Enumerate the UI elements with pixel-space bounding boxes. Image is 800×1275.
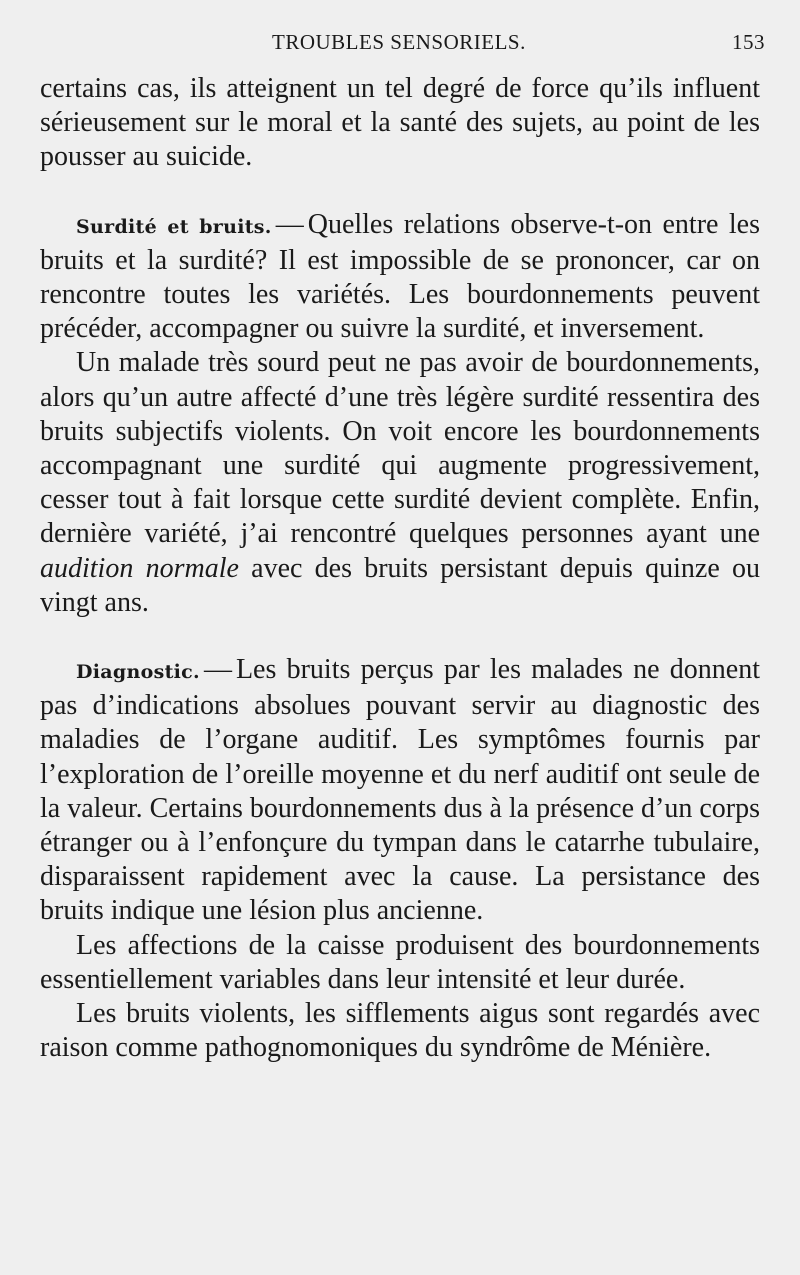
section-paragraph: Les bruits violents, les sifflements aigus sont regardés avec raison comme pathognomoniques du syndrôme de Ménière. — [40, 998, 760, 1064]
italic-term: audition normale — [40, 552, 239, 584]
paragraph-text: Un malade très sourd peut ne pas avoir de bourdonnements, alors qu’un autre affecté d’une très légère surdité ressentira des bruits subjectifs violents. On voit encore les bourdonnements accompagnant une surdité qui augmente progressivement, cesser tout à fait lorsque cette surdité devient complète. Enfin, dernière variété, j’ai rencontré quelques personnes ayant une — [40, 347, 760, 550]
em-dash: — — [275, 208, 304, 240]
section-heading: Diagnostic. — [76, 661, 200, 684]
em-dash: — — [203, 654, 232, 686]
section-paragraph — [40, 208, 760, 347]
opening-paragraph: certains cas, ils atteignent un tel degré de force qu’ils influent sérieusement sur le moral et la santé des sujets, au point de les pousser au suicide. — [40, 73, 760, 173]
section-surdite-et-bruits — [40, 208, 760, 620]
section-paragraph — [40, 653, 760, 929]
page-number: 153 — [732, 30, 765, 54]
paragraph-text: Quelles relations observe-t-on entre les bruits et la surdité? Il est impossible de se prononcer, car on rencontre toutes les variétés. Les bourdonnements peuvent précéder, accompagner ou suivre la surdité, et inversement. — [40, 208, 761, 345]
paragraph-text: avec des bruits persistant depuis quinze ou vingt ans. — [40, 552, 761, 618]
section-diagnostic — [40, 653, 760, 1065]
paragraph-text: Les bruits perçus par les malades ne donnent pas d’indications absolues pouvant servir au diagnostic des maladies de l’organe auditif. Les symptômes fournis par l’exploration de l’oreille moyenne et du nerf auditif ont seule de la valeur. Certains bourdonnements dus à la présence d’un corps étranger ou à l’enfonçure du tympan dans le catarrhe tubulaire, disparaissent rapidement avec la cause. La persistance des bruits indique une lésion plus ancienne. — [40, 654, 761, 927]
page-body — [40, 72, 760, 1065]
running-title: TROUBLES SENSORIELS. — [272, 30, 526, 54]
section-paragraph: Les affections de la caisse produisent des bourdonnements essentiellement variables dans leur intensité et leur durée. — [40, 929, 760, 995]
page-header — [40, 30, 765, 66]
section-paragraph — [40, 346, 760, 620]
section-heading: Surdité et bruits. — [76, 215, 272, 238]
